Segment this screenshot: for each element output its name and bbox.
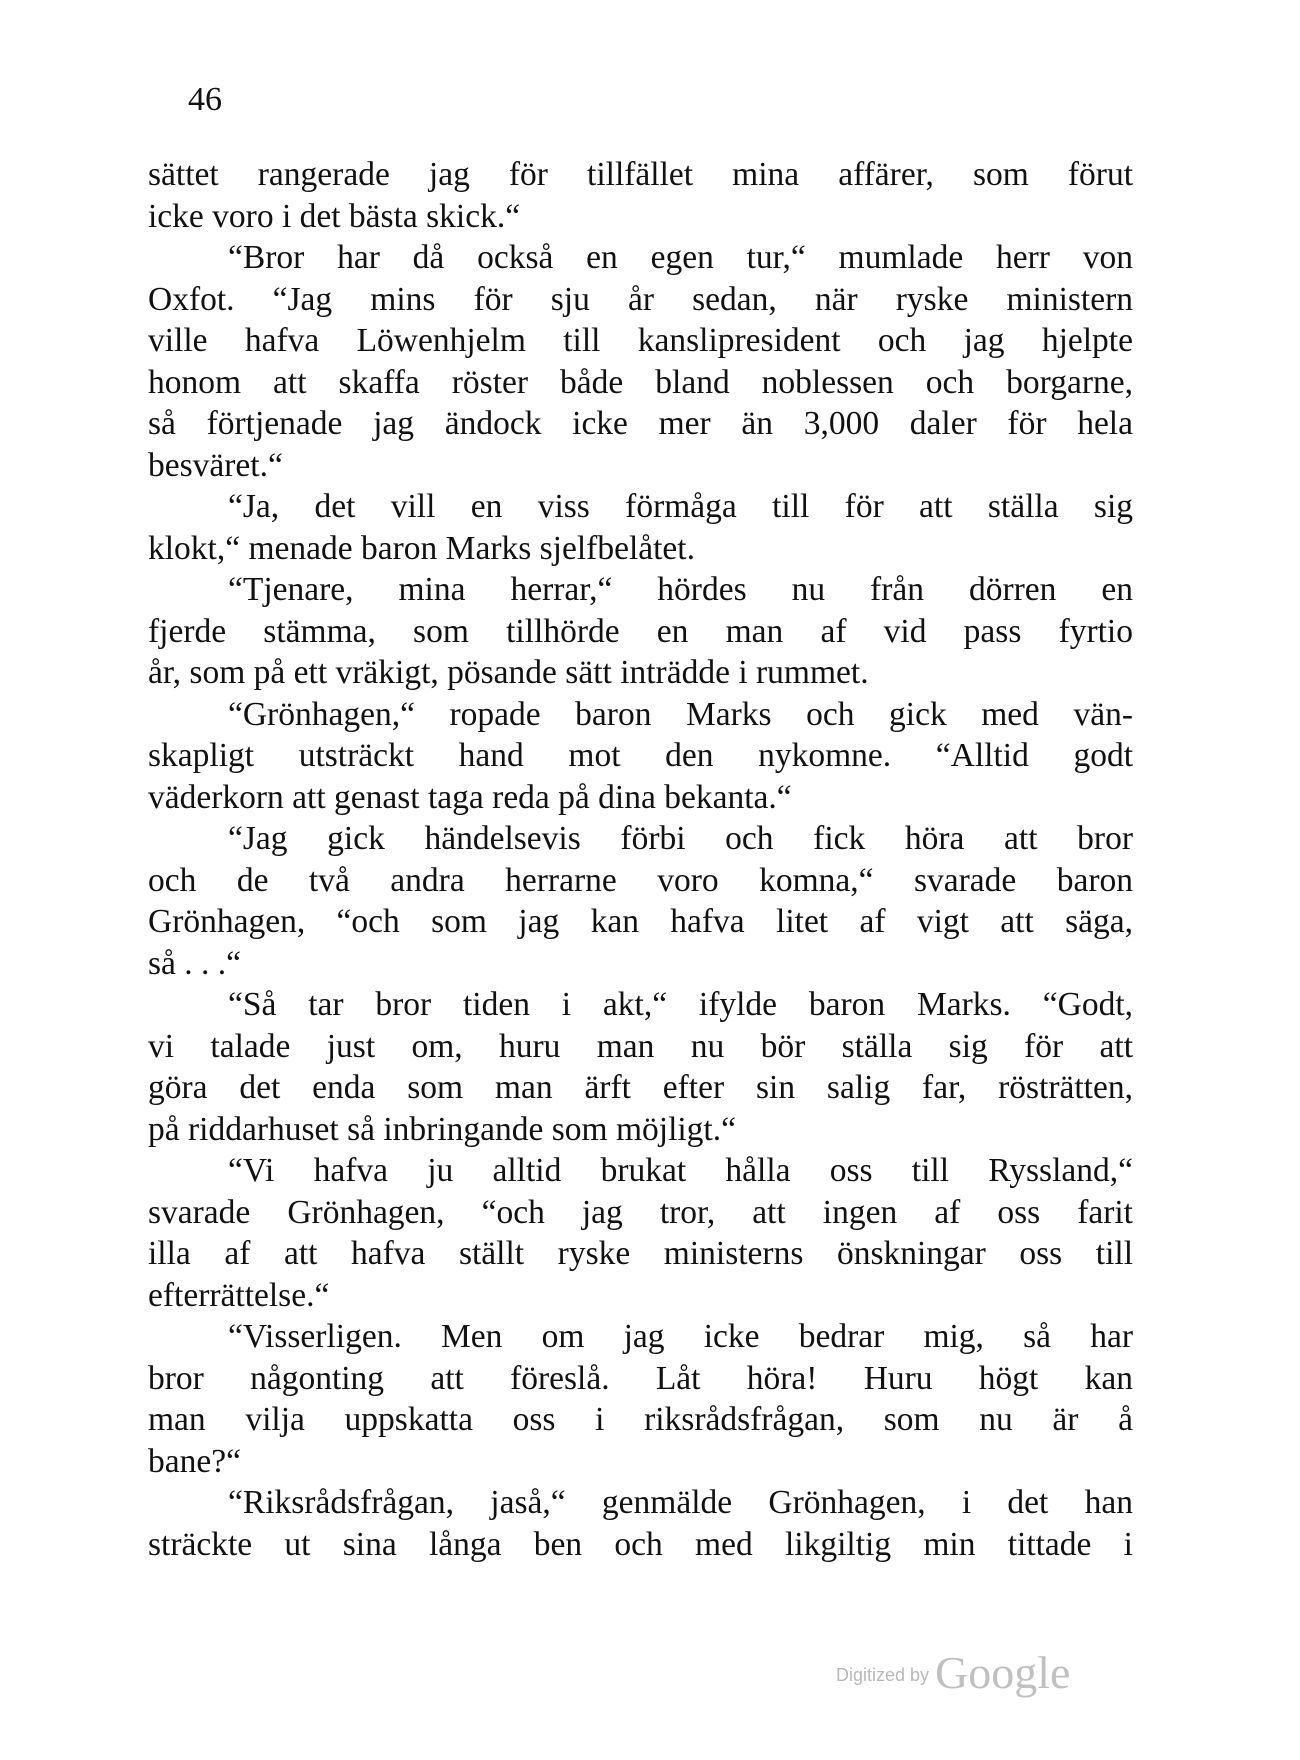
text-line: illa af att hafva ställt ryske ministerns önskningar oss till: [148, 1235, 1133, 1272]
text-line: så . . .“: [148, 944, 242, 982]
text-line: skapligt utsträckt hand mot den nykomne. “Alltid godt: [148, 737, 1133, 774]
text-line: svarade Grönhagen, “och jag tror, att ingen af oss farit: [148, 1193, 1133, 1231]
text-line: “Tjenare, mina herrar,“ hördes nu från dörren en: [228, 571, 1133, 608]
text-line: på riddarhuset så inbringande som möjligt.“: [148, 1110, 736, 1148]
text-line: “Vi hafva ju alltid brukat hålla oss till Ryssland,“: [228, 1152, 1133, 1189]
text-line: “Så tar bror tiden i akt,“ ifylde baron Marks. “Godt,: [228, 986, 1133, 1023]
watermark-prefix: Digitized by: [836, 1665, 930, 1685]
text-line: honom att skaffa röster både bland noblessen och borgarne,: [148, 363, 1133, 401]
page-number: 46: [188, 81, 222, 118]
text-line: fjerde stämma, som tillhörde en man af vid pass fyrtio: [148, 612, 1133, 650]
text-line: “Grönhagen,“ ropade baron Marks och gick med vän-: [228, 695, 1133, 733]
text-line: sträckte ut sina långa ben och med likgiltig min tittade i: [148, 1525, 1133, 1563]
google-logo: Google: [935, 1647, 1071, 1698]
body-text: [148, 154, 1133, 1565]
text-line: bane?“: [148, 1442, 241, 1480]
text-line: sättet rangerade jag för tillfället mina affärer, som förut: [148, 156, 1133, 193]
text-line: Grönhagen, “och som jag kan hafva litet af vigt att säga,: [148, 903, 1133, 940]
text-line: man vilja uppskatta oss i riksrådsfrågan, som nu är å: [148, 1401, 1133, 1438]
text-line: klokt,“ menade baron Marks sjelfbelåtet.: [148, 529, 695, 567]
text-line: och de två andra herrarne voro komna,“ svarade baron: [148, 861, 1133, 899]
text-line: Oxfot. “Jag mins för sju år sedan, när ryske ministern: [148, 280, 1133, 318]
digitized-watermark: [836, 1647, 1071, 1698]
text-line: besväret.“: [148, 446, 283, 484]
text-line: “Jag gick händelsevis förbi och fick höra att bror: [228, 820, 1133, 857]
text-line: så förtjenade jag ändock icke mer än 3,000 daler för hela: [148, 405, 1133, 442]
text-line: göra det enda som man ärft efter sin salig far, rösträtten,: [148, 1069, 1133, 1106]
text-line: vi talade just om, huru man nu bör ställa sig för att: [148, 1027, 1133, 1065]
text-line: väderkorn att genast taga reda på dina bekanta.“: [148, 778, 792, 816]
text-line: “Ja, det vill en viss förmåga till för att ställa sig: [228, 488, 1133, 525]
text-line: ville hafva Löwenhjelm till kanslipresident och jag hjelpte: [148, 322, 1133, 359]
text-line: efterrättelse.“: [148, 1276, 330, 1314]
text-line: “Riksrådsfrågan, jaså,“ genmälde Grönhagen, i det han: [228, 1484, 1133, 1521]
text-line: “Bror har då också en egen tur,“ mumlade herr von: [228, 239, 1133, 276]
text-line: bror någonting att föreslå. Låt höra! Huru högt kan: [148, 1359, 1133, 1397]
text-line: icke voro i det bästa skick.“: [148, 197, 521, 235]
text-line: år, som på ett vräkigt, pösande sätt inträdde i rummet.: [148, 654, 869, 691]
text-line: “Visserligen. Men om jag icke bedrar mig, så har: [228, 1318, 1133, 1355]
